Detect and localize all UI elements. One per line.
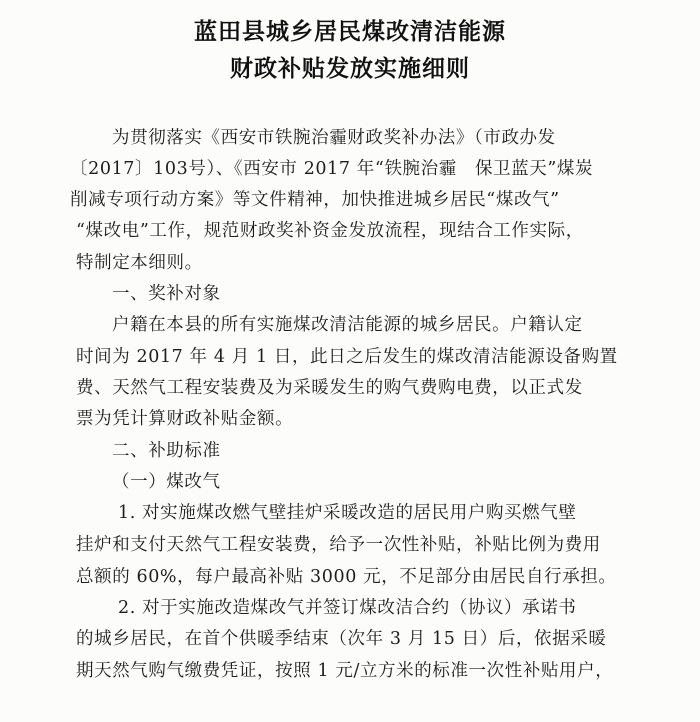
paragraph-line: 1. 对实施煤改燃气壁挂炉采暖改造的居民用户购买燃气壁: [118, 503, 577, 523]
title-line-2: 财政补贴发放实施细则: [230, 56, 470, 82]
paragraph-line: 削减专项行动方案》等文件精神，加快推进城乡居民“煤改气”: [70, 190, 560, 210]
section-heading: 二、补助标准: [112, 441, 221, 461]
paragraph-line: 时间为 2017 年 4 月 1 日，此日之后发生的煤改清洁能源设备购置: [76, 347, 618, 367]
paragraph-line: 〔2017〕103号）、《西安市 2017 年“铁腕治霾 保卫蓝天”煤炭: [70, 159, 594, 179]
paragraph-line: 挂炉和支付天然气工程安装费，给予一次性补贴，补贴比例为费用: [76, 535, 601, 555]
paragraph-line: 费、天然气工程安装费及为采暖发生的购气费购电费，以正式发: [76, 378, 583, 398]
paragraph-line: 期天然气购气缴费凭证，按照 1 元/立方米的标准一次性补贴用户，: [76, 661, 614, 681]
paragraph-line: 的城乡居民，在首个供暖季结束（次年 3 月 15 日）后，依据采暖: [76, 629, 607, 649]
paragraph-line: 特制定本细则。: [76, 253, 203, 273]
paragraph-line: “煤改电”工作，规范财政奖补资金发放流程，现结合工作实际，: [76, 221, 584, 241]
document-title: [0, 14, 700, 88]
paragraph-line: 户籍在本县的所有实施煤改清洁能源的城乡居民。户籍认定: [112, 315, 583, 335]
section-heading: 一、奖补对象: [112, 284, 221, 304]
subsection-heading: （一）煤改气: [112, 472, 221, 492]
paragraph-line: 为贯彻落实《西安市铁腕治霾财政奖补办法》（市政办发: [112, 128, 556, 148]
paragraph-line: 总额的 60%，每户最高补贴 3000 元，不足部分由居民自行承担。: [76, 567, 617, 587]
paragraph-line: 2. 对于实施改造煤改气并签订煤改洁合约（协议）承诺书: [118, 598, 577, 618]
paragraph-line: 票为凭计算财政补贴金额。: [76, 409, 294, 429]
title-line-1: 蓝田县城乡居民煤改清洁能源: [194, 19, 506, 45]
